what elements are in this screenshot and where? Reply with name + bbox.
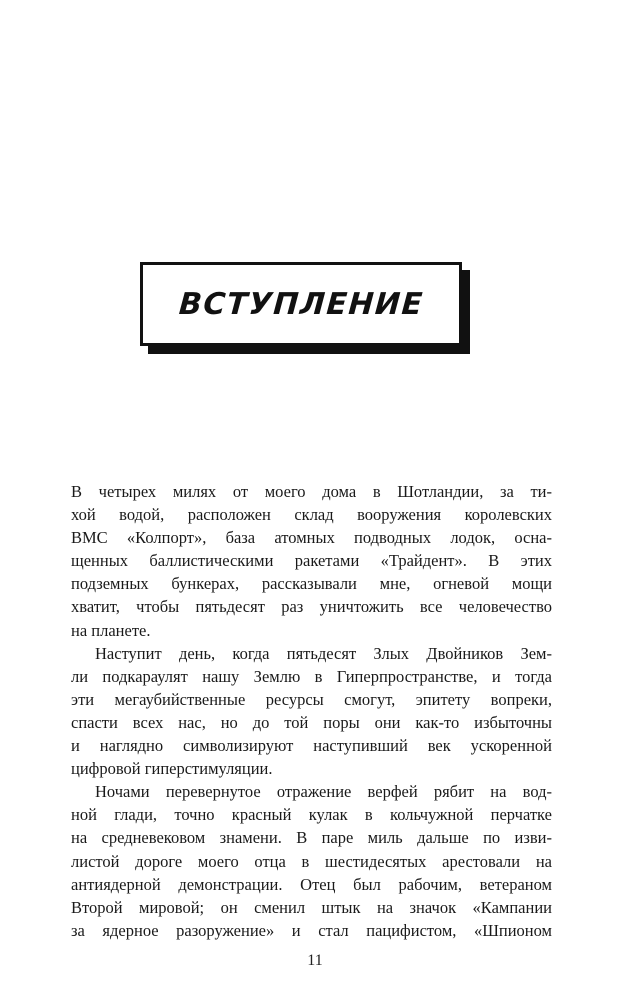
text-line: и наглядно символизируют наступивший век ускоренной	[71, 736, 552, 756]
text-line: за ядерное разоружение» и стал пацифистом, «Шпионом	[71, 920, 552, 940]
text-line: цифровой гиперстимуляции.	[71, 759, 273, 779]
text-line: спасти всех нас, но до той поры они как-то избыточны	[71, 712, 552, 732]
text-line: антиядерной демонстрации. Отец был рабочим, ветераном	[71, 874, 552, 894]
title-frame-box	[140, 262, 462, 346]
text-line: ли подкараулят нашу Землю в Гиперпространстве, и тогда	[71, 666, 552, 686]
text-line: щенных баллистическими ракетами «Трайдент». В этих	[71, 551, 552, 571]
text-line: на планете.	[71, 620, 151, 640]
text-line: Наступит день, когда пятьдесят Злых Двойников Зем-	[95, 643, 552, 663]
text-line: В четырех милях от моего дома в Шотландии, за ти-	[71, 482, 552, 501]
text-line: Ночами перевернутое отражение верфей рябит на вод-	[95, 782, 552, 802]
text-line: подземных бункерах, рассказывали мне, огневой мощи	[71, 574, 552, 594]
chapter-title: ВСТУПЛЕНИЕ	[177, 286, 425, 322]
text-line: Второй мировой; он сменил штык на значок «Кампании	[71, 897, 552, 917]
body-text	[71, 480, 552, 942]
text-line: на средневековом знамени. В паре миль дальше по изви-	[71, 828, 552, 848]
chapter-title-frame	[140, 262, 470, 354]
text-line: хой водой, расположен склад вооружения королевских	[71, 505, 552, 525]
text-line: эти мегаубийственные ресурсы смогут, эпитету вопреки,	[71, 689, 552, 709]
text-line: хватит, чтобы пятьдесят раз уничтожить все человечество	[71, 597, 552, 617]
page-number: 11	[307, 952, 323, 969]
text-line: ной глади, точно красный кулак в кольчужной перчатке	[71, 805, 552, 825]
text-line: ВМС «Колпорт», база атомных подводных лодок, осна-	[71, 528, 552, 548]
text-line: листой дороге моего отца в шестидесятых арестовали на	[71, 851, 552, 871]
